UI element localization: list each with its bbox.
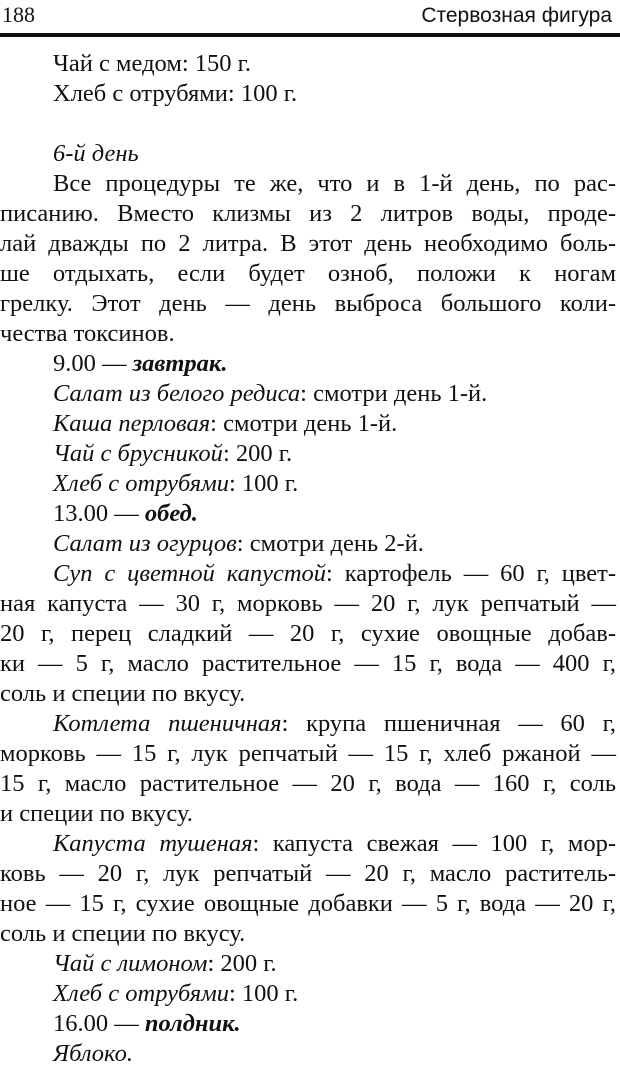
line-text: Хлеб с отрубями: 100 г.: [53, 80, 298, 107]
text-line: [53, 1009, 616, 1039]
text-line: [53, 979, 616, 1009]
text-line: [0, 679, 616, 709]
line-text: : смотри день 2-й.: [236, 530, 424, 557]
line-text: ше отдыхать, если будет озноб, положи к ногам: [0, 260, 616, 287]
emphasis-text: Салат из огурцов: [53, 530, 237, 557]
line-text: писанию. Вместо клизмы из 2 литров воды, проде-: [0, 200, 616, 227]
line-text: ки — 5 г, масло растительное — 15 г, вода — 400 г,: [0, 650, 616, 677]
emphasis-text: Каша перловая: [53, 410, 211, 437]
text-line: [0, 859, 616, 889]
emphasis-text: Яблоко.: [53, 1040, 133, 1067]
emphasis-text: Суп с цветной капустой: [53, 560, 327, 587]
text-line: [53, 79, 616, 109]
text-line: [53, 139, 616, 169]
text-line: [0, 739, 616, 769]
running-title: Стервозная фигура: [421, 4, 612, 27]
text-line: [53, 379, 616, 409]
line-text: : 100 г.: [229, 470, 299, 497]
emphasis-text: 6-й день: [53, 140, 139, 167]
text-line: [0, 649, 616, 679]
line-text: 9.00 —: [53, 350, 133, 377]
page-number: 188: [2, 2, 35, 27]
emphasis-text: Хлеб с отрубями: [53, 980, 229, 1007]
line-text: лай дважды по 2 литра. В этот день необходимо боль-: [0, 230, 616, 257]
line-text: 13.00 —: [53, 500, 145, 527]
line-text: : 100 г.: [229, 980, 299, 1007]
emphasis-text: Котлета пшеничная: [53, 710, 282, 737]
emphasis-text: Капуста тушеная: [53, 830, 253, 857]
text-line: [0, 769, 616, 799]
text-line: [0, 889, 616, 919]
line-text: и специи по вкусу.: [0, 800, 193, 827]
line-text: : 200 г.: [207, 950, 277, 977]
emphasis-text: завтрак.: [132, 350, 228, 377]
line-text: Чай с медом: 150 г.: [53, 50, 252, 77]
text-line: [0, 229, 616, 259]
text-line: [0, 919, 616, 949]
text-line: [0, 799, 616, 829]
text-line: [0, 289, 616, 319]
line-text: грелку. Этот день — день выброса большого коли-: [0, 290, 616, 317]
text-line: [53, 829, 616, 859]
text-line: [53, 529, 616, 559]
text-line: [53, 559, 616, 589]
text-line: [53, 49, 616, 79]
emphasis-text: Хлеб с отрубями: [53, 470, 229, 497]
line-text: морковь — 15 г, лук репчатый — 15 г, хлеб ржаной —: [0, 740, 616, 767]
text-line: [53, 949, 616, 979]
emphasis-text: обед.: [144, 500, 198, 527]
text-line: [0, 199, 616, 229]
line-text: ковь — 20 г, лук репчатый — 20 г, масло раститель-: [0, 860, 616, 887]
text-line: [53, 349, 616, 379]
line-text: 15 г, масло растительное — 20 г, вода — 160 г, соль: [0, 770, 616, 797]
line-text: соль и специи по вкусу.: [0, 920, 246, 947]
text-line: [53, 709, 616, 739]
line-text: : смотри день 1-й.: [210, 410, 398, 437]
line-text: : 200 г.: [222, 440, 293, 467]
line-text: ная капуста — 30 г, морковь — 20 г, лук репчатый —: [0, 590, 616, 617]
line-text: Все процедуры те же, что и в 1-й день, по рас-: [53, 170, 616, 197]
text-line: [53, 169, 616, 199]
line-text: 20 г, перец сладкий — 20 г, сухие овощные добав-: [0, 620, 616, 647]
emphasis-text: Чай с брусникой: [53, 440, 223, 467]
line-text: чества токсинов.: [0, 320, 175, 347]
text-line: [53, 439, 616, 469]
text-line: [0, 589, 616, 619]
emphasis-text: Салат из белого редиса: [53, 380, 301, 407]
header-rule: [0, 33, 620, 37]
line-text: 16.00 —: [53, 1010, 145, 1037]
text-line: [53, 499, 616, 529]
text-line: [53, 409, 616, 439]
line-text: : смотри день 1-й.: [300, 380, 488, 407]
text-line: [53, 469, 616, 499]
line-text: соль и специи по вкусу.: [0, 680, 246, 707]
text-line: [53, 1039, 616, 1069]
text-line: [0, 259, 616, 289]
text-line: [0, 319, 616, 349]
line-text: : крупа пшеничная — 60 г,: [281, 710, 617, 737]
line-text: : капуста свежая — 100 г, мор-: [252, 830, 616, 857]
text-line: [0, 619, 616, 649]
emphasis-text: полдник.: [144, 1010, 241, 1037]
emphasis-text: Чай с лимоном: [53, 950, 208, 977]
line-text: : картофель — 60 г, цвет-: [326, 560, 616, 587]
line-text: ное — 15 г, сухие овощные добавки — 5 г, вода — 20 г,: [0, 890, 616, 917]
